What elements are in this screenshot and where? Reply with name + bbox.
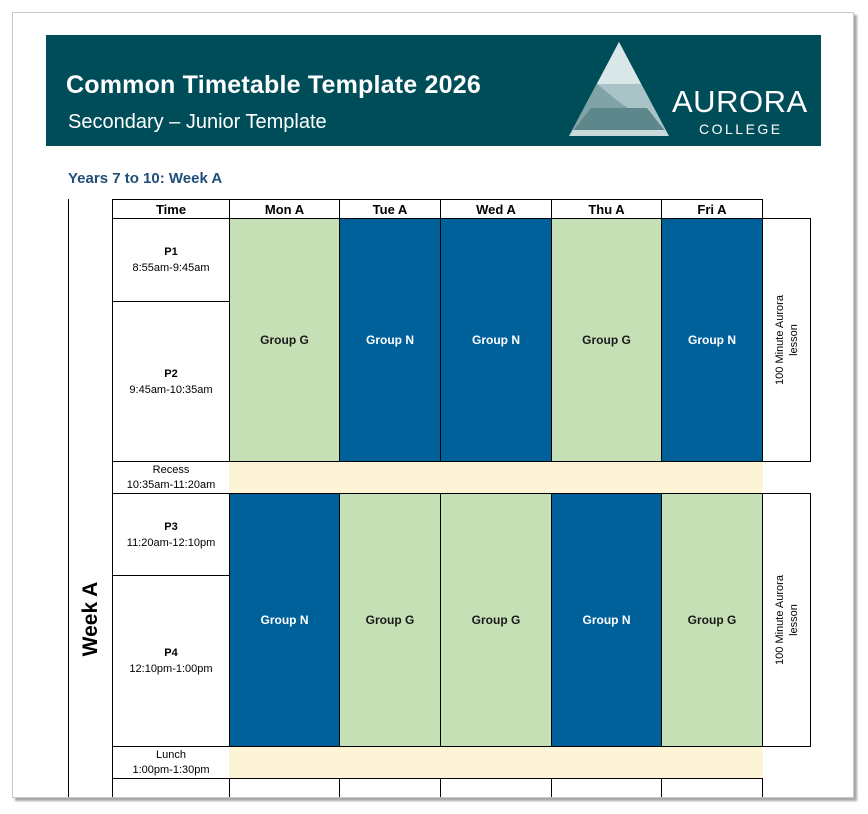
period-name: Recess (152, 463, 190, 476)
period-time: 11:20am-12:10pm (126, 536, 216, 549)
period-name: P3 (164, 520, 178, 533)
block-tue-midday: Group G (339, 493, 441, 747)
lunch-bar (229, 746, 763, 779)
period-time: 12:10pm-1:00pm (129, 663, 213, 675)
period-name: P4 (164, 647, 178, 659)
column-header-thu: Thu A (551, 199, 662, 219)
period-name: Lunch (156, 748, 186, 761)
period-p2 (112, 301, 230, 462)
column-header-mon: Mon A (229, 199, 340, 219)
grid-line (551, 778, 552, 798)
block-fri-midday: Group G (661, 493, 763, 747)
week-label: Week A (79, 581, 102, 657)
column-header-tue: Tue A (339, 199, 441, 219)
block-mon-morning: Group G (229, 218, 340, 462)
block-fri-morning: Group N (661, 218, 763, 462)
block-tue-morning: Group N (339, 218, 441, 462)
period-recess (112, 461, 230, 494)
grid-line (661, 778, 662, 798)
timetable-page (12, 12, 854, 798)
grid-line (112, 778, 113, 798)
page-title: Common Timetable Template 2026 (66, 71, 481, 99)
period-time: 10:35am-11:20am (126, 478, 216, 491)
period-time: 8:55am-9:45am (132, 262, 210, 274)
grid-line (762, 778, 763, 798)
period-time: 9:45am-10:35am (129, 383, 213, 396)
block-wed-midday: Group G (440, 493, 552, 747)
header-banner (46, 35, 821, 146)
block-mon-midday: Group N (229, 493, 340, 747)
aurora-lesson-note (762, 218, 811, 462)
block-wed-morning: Group N (440, 218, 552, 462)
aurora-lesson-note-2 (762, 493, 811, 747)
period-name: P2 (164, 367, 178, 380)
column-header-time: Time (112, 199, 230, 219)
aurora-lesson-text: 100 Minute Aurora lesson (773, 295, 800, 385)
period-time: 1:00pm-1:30pm (132, 763, 210, 776)
page-subtitle: Secondary – Junior Template (68, 111, 327, 133)
section-heading: Years 7 to 10: Week A (68, 170, 223, 187)
period-name: P1 (164, 246, 178, 258)
block-thu-morning: Group G (551, 218, 662, 462)
period-p4 (112, 575, 230, 747)
aurora-mountain-icon (569, 42, 669, 139)
grid-line (440, 778, 441, 798)
column-header-fri: Fri A (661, 199, 763, 219)
logo-subtitle: COLLEGE (699, 121, 783, 137)
block-thu-midday: Group N (551, 493, 662, 747)
grid-line (339, 778, 340, 798)
aurora-lesson-text: 100 Minute Aurora lesson (773, 575, 800, 665)
period-lunch (112, 746, 230, 779)
column-header-wed: Wed A (440, 199, 552, 219)
period-p3 (112, 493, 230, 576)
grid-line (229, 778, 230, 798)
period-p1 (112, 218, 230, 302)
recess-bar (229, 461, 763, 494)
logo-name: AURORA (672, 84, 808, 119)
week-column-border (68, 199, 69, 797)
